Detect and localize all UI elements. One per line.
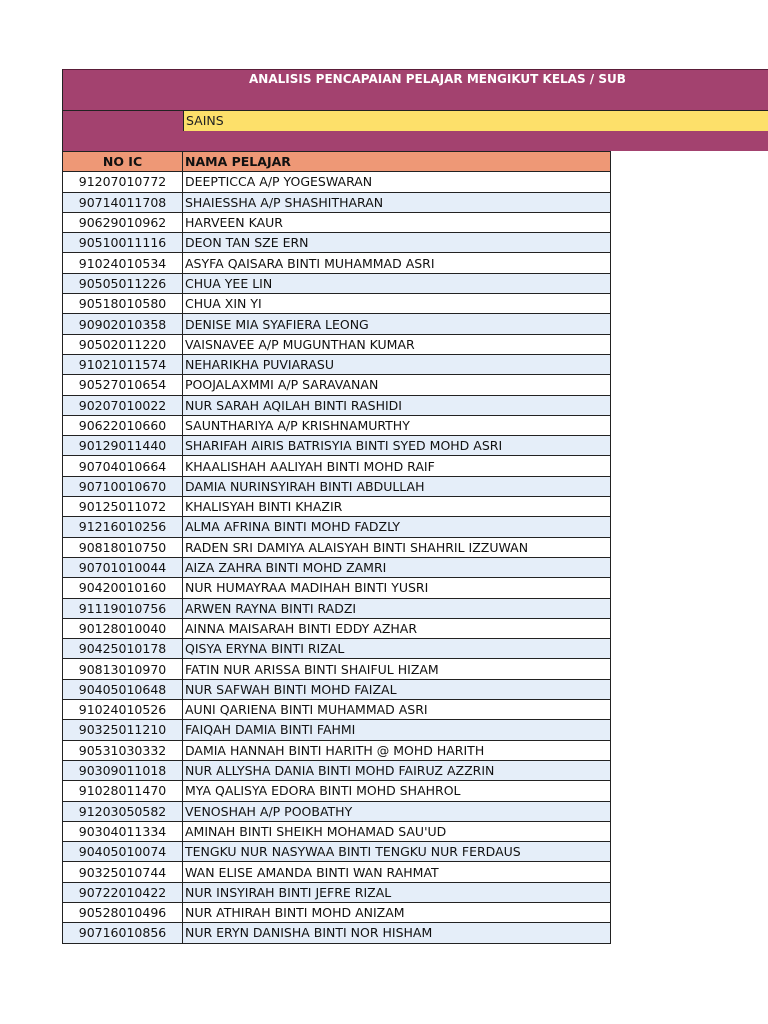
table-row bbox=[63, 801, 611, 821]
ic-cell[interactable]: 90629010962 bbox=[63, 212, 183, 232]
name-cell[interactable]: RADEN SRI DAMIYA ALAISYAH BINTI SHAHRIL IZZUWAN bbox=[183, 537, 611, 557]
table-row bbox=[63, 253, 611, 273]
ic-cell[interactable]: 90518010580 bbox=[63, 294, 183, 314]
ic-cell[interactable]: 90129011440 bbox=[63, 436, 183, 456]
ic-cell[interactable]: 90527010654 bbox=[63, 375, 183, 395]
table-row bbox=[63, 172, 611, 192]
name-cell[interactable]: NUR INSYIRAH BINTI JEFRE RIZAL bbox=[183, 882, 611, 902]
name-cell[interactable]: AIZA ZAHRA BINTI MOHD ZAMRI bbox=[183, 557, 611, 577]
name-cell[interactable]: HARVEEN KAUR bbox=[183, 212, 611, 232]
table-row bbox=[63, 720, 611, 740]
subject-cell[interactable]: SAINS bbox=[183, 111, 768, 132]
ic-cell[interactable]: 90125011072 bbox=[63, 497, 183, 517]
table-row bbox=[63, 862, 611, 882]
table-row bbox=[63, 294, 611, 314]
table-row bbox=[63, 212, 611, 232]
table-row bbox=[63, 821, 611, 841]
ic-cell[interactable]: 91021011574 bbox=[63, 354, 183, 374]
table-row bbox=[63, 354, 611, 374]
table-row bbox=[63, 781, 611, 801]
name-cell[interactable]: VENOSHAH A/P POOBATHY bbox=[183, 801, 611, 821]
ic-cell[interactable]: 90701010044 bbox=[63, 557, 183, 577]
name-cell[interactable]: AMINAH BINTI SHEIKH MOHAMAD SAU'UD bbox=[183, 821, 611, 841]
ic-cell[interactable]: 90128010040 bbox=[63, 618, 183, 638]
ic-cell[interactable]: 90502011220 bbox=[63, 334, 183, 354]
table-row bbox=[63, 618, 611, 638]
ic-cell[interactable]: 91207010772 bbox=[63, 172, 183, 192]
name-cell[interactable]: NUR SAFWAH BINTI MOHD FAIZAL bbox=[183, 679, 611, 699]
ic-cell[interactable]: 91024010534 bbox=[63, 253, 183, 273]
subject-band bbox=[62, 110, 768, 132]
table-body bbox=[63, 172, 611, 943]
table-row bbox=[63, 233, 611, 253]
name-cell[interactable]: SHARIFAH AIRIS BATRISYIA BINTI SYED MOHD ASRI bbox=[183, 436, 611, 456]
ic-cell[interactable]: 90325010744 bbox=[63, 862, 183, 882]
ic-cell[interactable]: 90420010160 bbox=[63, 578, 183, 598]
ic-cell[interactable]: 90304011334 bbox=[63, 821, 183, 841]
table-row bbox=[63, 375, 611, 395]
table-row bbox=[63, 902, 611, 922]
table-row bbox=[63, 192, 611, 212]
spacer-band bbox=[62, 131, 768, 151]
ic-cell[interactable]: 90425010178 bbox=[63, 639, 183, 659]
table-row bbox=[63, 456, 611, 476]
table-row bbox=[63, 314, 611, 334]
ic-cell[interactable]: 91203050582 bbox=[63, 801, 183, 821]
title-band bbox=[62, 69, 768, 111]
table-row bbox=[63, 476, 611, 496]
ic-cell[interactable]: 90531030332 bbox=[63, 740, 183, 760]
name-cell[interactable]: KHAALISHAH AALIYAH BINTI MOHD RAIF bbox=[183, 456, 611, 476]
table-row bbox=[63, 578, 611, 598]
ic-cell[interactable]: 90528010496 bbox=[63, 902, 183, 922]
ic-cell[interactable]: 91024010526 bbox=[63, 700, 183, 720]
name-cell[interactable]: NUR SARAH AQILAH BINTI RASHIDI bbox=[183, 395, 611, 415]
name-cell[interactable]: WAN ELISE AMANDA BINTI WAN RAHMAT bbox=[183, 862, 611, 882]
name-cell[interactable]: CHUA XIN YI bbox=[183, 294, 611, 314]
name-cell[interactable]: SAUNTHARIYA A/P KRISHNAMURTHY bbox=[183, 415, 611, 435]
name-cell[interactable]: ARWEN RAYNA BINTI RADZI bbox=[183, 598, 611, 618]
name-cell[interactable]: AINNA MAISARAH BINTI EDDY AZHAR bbox=[183, 618, 611, 638]
table-row bbox=[63, 842, 611, 862]
name-cell[interactable]: DEON TAN SZE ERN bbox=[183, 233, 611, 253]
table-row bbox=[63, 882, 611, 902]
table-row bbox=[63, 598, 611, 618]
ic-cell[interactable]: 90813010970 bbox=[63, 659, 183, 679]
name-cell[interactable]: NUR ATHIRAH BINTI MOHD ANIZAM bbox=[183, 902, 611, 922]
table-row bbox=[63, 740, 611, 760]
table-row bbox=[63, 537, 611, 557]
name-cell[interactable]: MYA QALISYA EDORA BINTI MOHD SHAHROL bbox=[183, 781, 611, 801]
name-cell[interactable]: NUR ERYN DANISHA BINTI NOR HISHAM bbox=[183, 923, 611, 943]
ic-cell[interactable]: 90710010670 bbox=[63, 476, 183, 496]
column-header-name[interactable]: NAMA PELAJAR bbox=[183, 152, 611, 172]
ic-cell[interactable]: 90325011210 bbox=[63, 720, 183, 740]
name-cell[interactable]: POOJALAXMMI A/P SARAVANAN bbox=[183, 375, 611, 395]
table-row bbox=[63, 557, 611, 577]
ic-cell[interactable]: 90207010022 bbox=[63, 395, 183, 415]
ic-cell[interactable]: 91216010256 bbox=[63, 517, 183, 537]
name-cell[interactable]: DAMIA NURINSYIRAH BINTI ABDULLAH bbox=[183, 476, 611, 496]
student-table bbox=[62, 151, 611, 944]
ic-cell[interactable]: 91119010756 bbox=[63, 598, 183, 618]
table-row bbox=[63, 436, 611, 456]
name-cell[interactable]: NUR HUMAYRAA MADIHAH BINTI YUSRI bbox=[183, 578, 611, 598]
name-cell[interactable]: DAMIA HANNAH BINTI HARITH @ MOHD HARITH bbox=[183, 740, 611, 760]
ic-cell[interactable]: 90405010648 bbox=[63, 679, 183, 699]
ic-cell[interactable]: 90405010074 bbox=[63, 842, 183, 862]
table-row bbox=[63, 639, 611, 659]
ic-cell[interactable]: 90505011226 bbox=[63, 273, 183, 293]
name-cell[interactable]: CHUA YEE LIN bbox=[183, 273, 611, 293]
name-cell[interactable]: VAISNAVEE A/P MUGUNTHAN KUMAR bbox=[183, 334, 611, 354]
ic-cell[interactable]: 90704010664 bbox=[63, 456, 183, 476]
ic-cell[interactable]: 90818010750 bbox=[63, 537, 183, 557]
name-cell[interactable]: ASYFA QAISARA BINTI MUHAMMAD ASRI bbox=[183, 253, 611, 273]
name-cell[interactable]: TENGKU NUR NASYWAA BINTI TENGKU NUR FERDAUS bbox=[183, 842, 611, 862]
table-row bbox=[63, 415, 611, 435]
column-header-row bbox=[63, 152, 611, 172]
table-row bbox=[63, 395, 611, 415]
table-row bbox=[63, 760, 611, 780]
name-cell[interactable]: DENISE MIA SYAFIERA LEONG bbox=[183, 314, 611, 334]
table-row bbox=[63, 659, 611, 679]
name-cell[interactable]: NUR ALLYSHA DANIA BINTI MOHD FAIRUZ AZZRIN bbox=[183, 760, 611, 780]
table-row bbox=[63, 923, 611, 943]
name-cell[interactable]: ALMA AFRINA BINTI MOHD FADZLY bbox=[183, 517, 611, 537]
column-header-ic[interactable]: NO IC bbox=[63, 152, 183, 172]
ic-cell[interactable]: 90902010358 bbox=[63, 314, 183, 334]
table-row bbox=[63, 334, 611, 354]
ic-cell[interactable]: 90622010660 bbox=[63, 415, 183, 435]
name-cell[interactable]: DEEPTICCA A/P YOGESWARAN bbox=[183, 172, 611, 192]
table-row bbox=[63, 679, 611, 699]
sheet-title: ANALISIS PENCAPAIAN PELAJAR MENGIKUT KELAS / SUB bbox=[249, 72, 626, 86]
name-cell[interactable]: NEHARIKHA PUVIARASU bbox=[183, 354, 611, 374]
ic-cell[interactable]: 91028011470 bbox=[63, 781, 183, 801]
name-cell[interactable]: KHALISYAH BINTI KHAZIR bbox=[183, 497, 611, 517]
table-row bbox=[63, 273, 611, 293]
ic-cell[interactable]: 90716010856 bbox=[63, 923, 183, 943]
ic-cell[interactable]: 90722010422 bbox=[63, 882, 183, 902]
name-cell[interactable]: AUNI QARIENA BINTI MUHAMMAD ASRI bbox=[183, 700, 611, 720]
name-cell[interactable]: FATIN NUR ARISSA BINTI SHAIFUL HIZAM bbox=[183, 659, 611, 679]
table-row bbox=[63, 497, 611, 517]
name-cell[interactable]: FAIQAH DAMIA BINTI FAHMI bbox=[183, 720, 611, 740]
ic-cell[interactable]: 90510011116 bbox=[63, 233, 183, 253]
ic-cell[interactable]: 90714011708 bbox=[63, 192, 183, 212]
name-cell[interactable]: QISYA ERYNA BINTI RIZAL bbox=[183, 639, 611, 659]
table-row bbox=[63, 700, 611, 720]
name-cell[interactable]: SHAIESSHA A/P SHASHITHARAN bbox=[183, 192, 611, 212]
ic-cell[interactable]: 90309011018 bbox=[63, 760, 183, 780]
table-row bbox=[63, 517, 611, 537]
